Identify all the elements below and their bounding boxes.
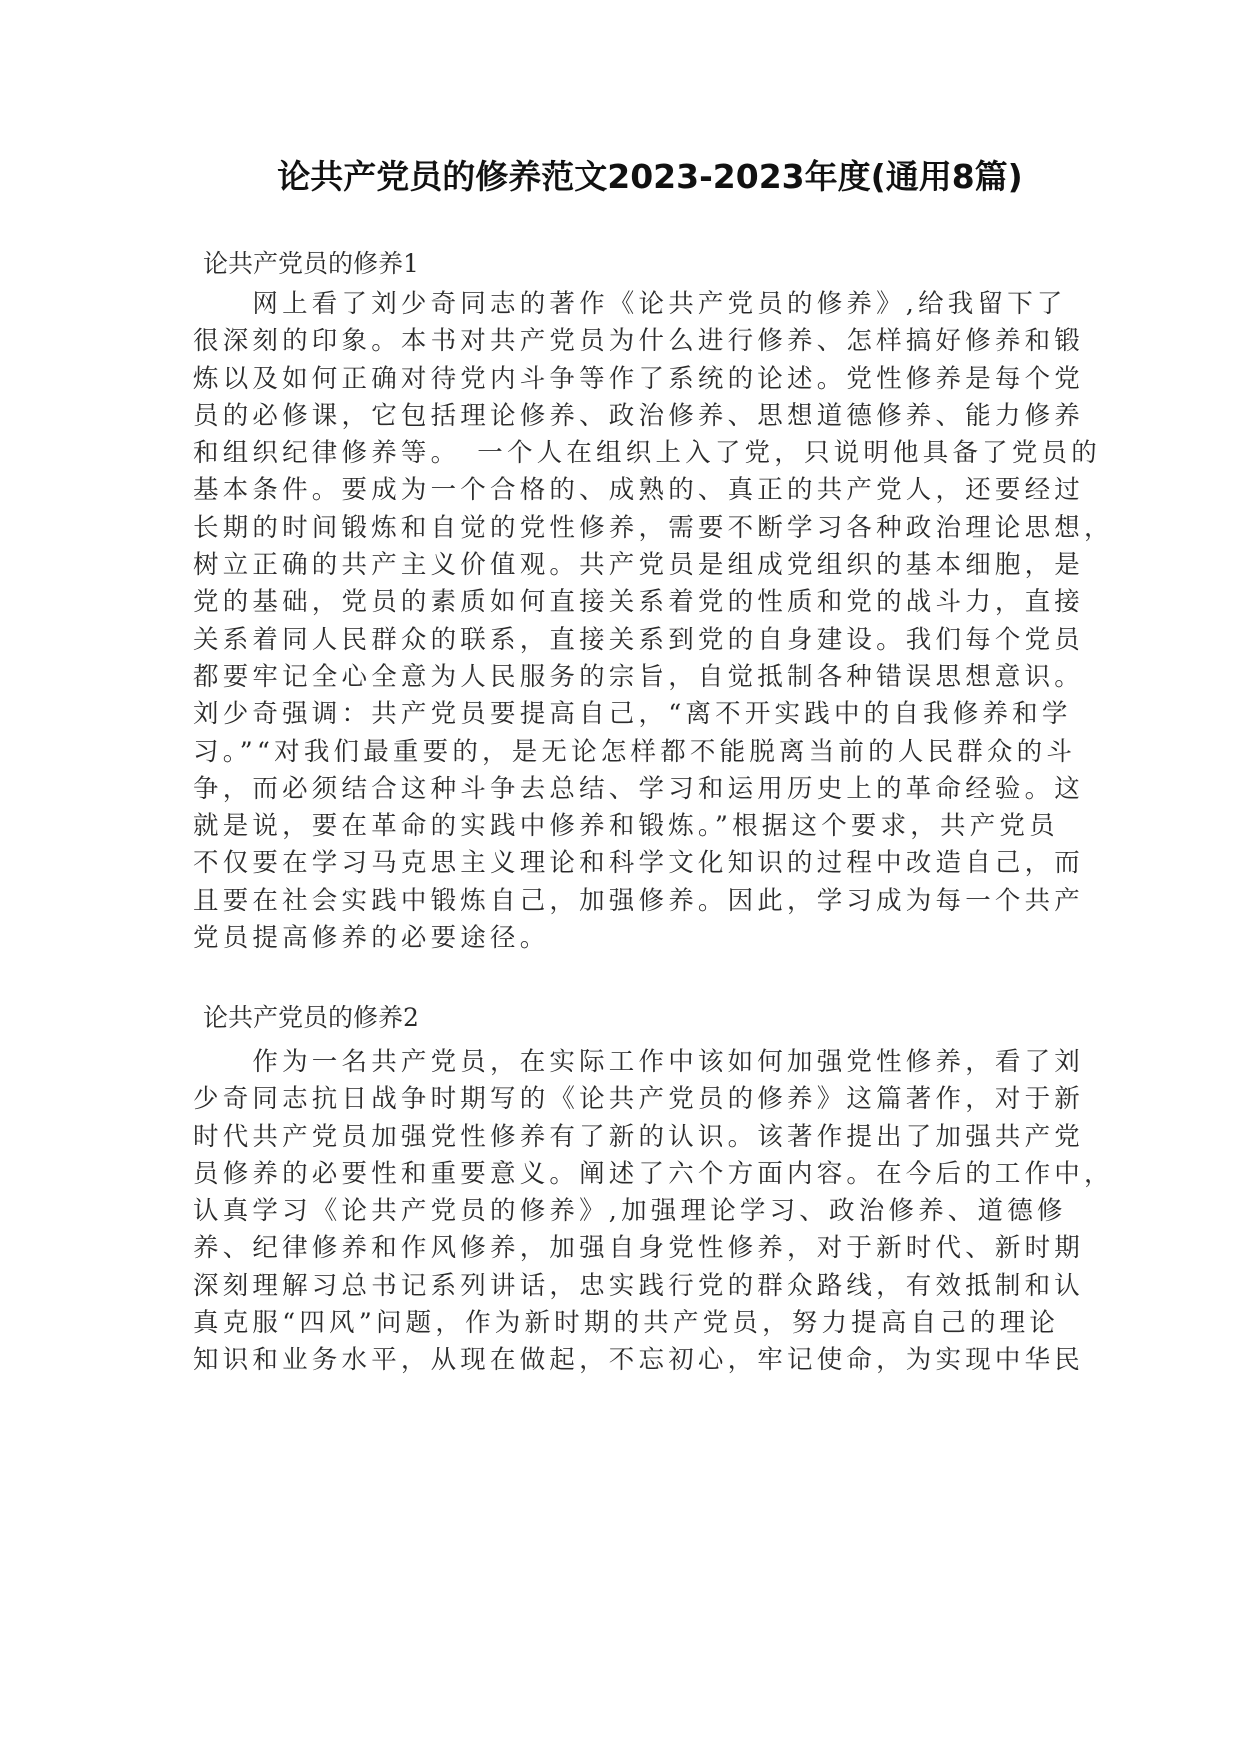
body-line: 争，而必须结合这种斗争去总结、学习和运用历史上的革命经验。这: [193, 773, 1085, 804]
body-line: 深刻理解习总书记系列讲话，忠实践行党的群众路线，有效抵制和认: [193, 1270, 1085, 1301]
body-line: 党的基础，党员的素质如何直接关系着党的性质和党的战斗力，直接: [193, 587, 1085, 618]
body-line: 基本条件。要成为一个合格的、成熟的、真正的共产党人，还要经过: [193, 475, 1085, 506]
body-line: 都要牢记全心全意为人民服务的宗旨，自觉抵制各种错误思想意识。: [193, 661, 1085, 692]
body-line: 养、纪律修养和作风修养，加强自身党性修养，对于新时代、新时期: [193, 1233, 1085, 1264]
section-body-1: [193, 286, 1114, 957]
section-heading-2: 论共产党员的修养2: [203, 1003, 419, 1032]
body-line: 认真学习《论共产党员的修养》,加强理论学习、政治修养、道德修: [193, 1196, 1067, 1227]
body-line: 员的必修课，它包括理论修养、政治修养、思想道德修养、能力修养: [193, 400, 1085, 431]
body-line: 不仅要在学习马克思主义理论和科学文化知识的过程中改造自己，而: [193, 848, 1085, 879]
body-line: 少奇同志抗日战争时期写的《论共产党员的修养》这篇著作，对于新: [193, 1084, 1085, 1115]
body-line: 炼以及如何正确对待党内斗争等作了系统的论述。党性修养是每个党: [193, 363, 1085, 394]
body-line: 知识和业务水平，从现在做起，不忘初心，牢记使命，为实现中华民: [193, 1345, 1085, 1376]
body-line: 网上看了刘少奇同志的著作《论共产党员的修养》,给我留下了: [193, 289, 1067, 319]
body-line: 就是说，要在革命的实践中修养和锻炼。”根据这个要求，共产党员: [193, 811, 1059, 842]
section-heading-1: 论共产党员的修养1: [203, 249, 419, 278]
body-line: 且要在社会实践中锻炼自己，加强修养。因此，学习成为每一个共产: [193, 885, 1085, 916]
document-title: 论共产党员的修养范文2023-2023年度(通用8篇): [277, 157, 1023, 196]
body-line: 关系着同人民群众的联系，直接关系到党的自身建设。我们每个党员: [193, 624, 1085, 655]
body-line: 和组织纪律修养等。 一个人在组织上入了党，只说明他具备了党员的: [193, 438, 1101, 469]
body-line: 长期的时间锻炼和自觉的党性修养，需要不断学习各种政治理论思想，: [193, 512, 1114, 543]
body-line: 时代共产党员加强党性修养有了新的认识。该著作提出了加强共产党: [193, 1121, 1085, 1152]
body-line: 很深刻的印象。本书对共产党员为什么进行修养、怎样搞好修养和锻: [193, 326, 1085, 357]
body-line: 刘少奇强调：共产党员要提高自己，“离不开实践中的自我修养和学: [193, 699, 1072, 730]
body-line: 党员提高修养的必要途径。: [193, 923, 550, 954]
body-line: 习。”“对我们最重要的，是无论怎样都不能脱离当前的人民群众的斗: [193, 736, 1077, 767]
body-line: 员修养的必要性和重要意义。阐述了六个方面内容。在今后的工作中，: [193, 1158, 1114, 1189]
body-line: 作为一名共产党员，在实际工作中该如何加强党性修养，看了刘: [193, 1047, 1085, 1077]
body-line: 树立正确的共产主义价值观。共产党员是组成党组织的基本细胞，是: [193, 550, 1085, 581]
body-line: 真克服“四风”问题，作为新时期的共产党员，努力提高自己的理论: [193, 1308, 1060, 1339]
section-body-2: [193, 1044, 1114, 1380]
